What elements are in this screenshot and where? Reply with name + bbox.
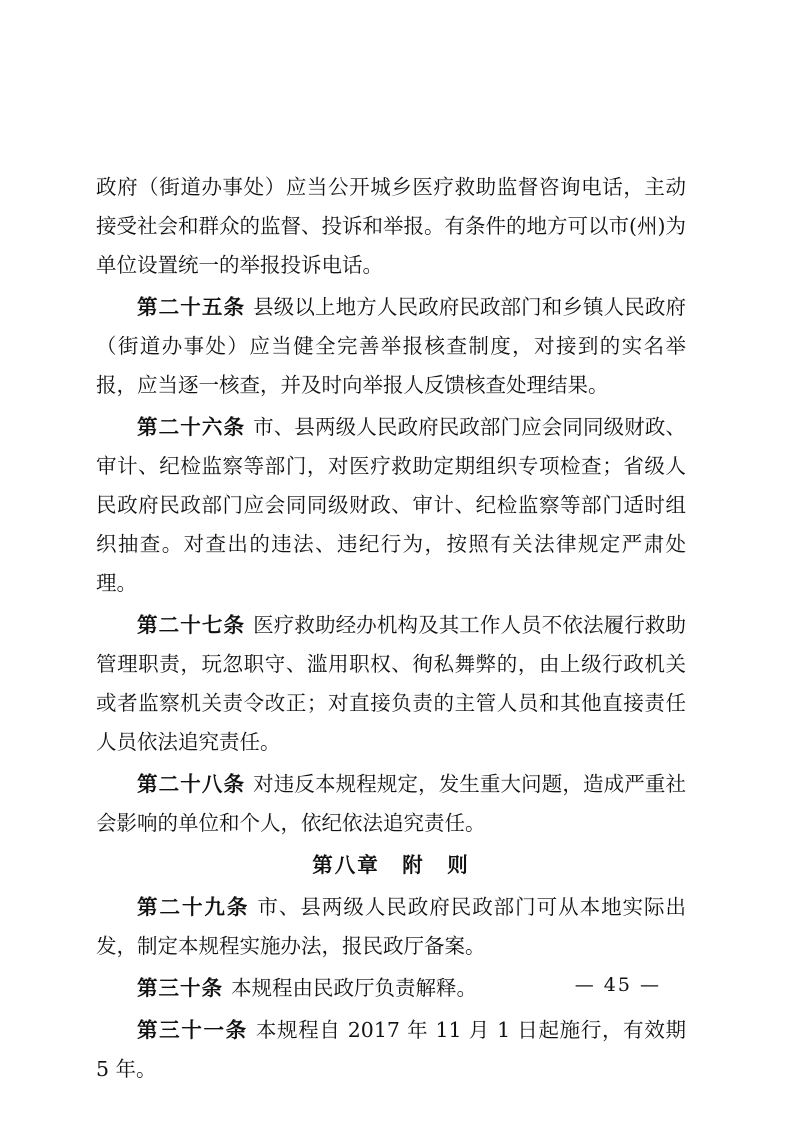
article-27 — [96, 606, 686, 762]
article-number: 第二十五条 — [137, 295, 246, 319]
article-number: 第二十七条 — [137, 613, 246, 637]
chapter-heading: 第八章 附 则 — [312, 853, 470, 877]
body-text — [96, 168, 686, 1092]
article-number: 第三十一条 — [137, 1018, 248, 1042]
article-number: 第三十条 — [137, 976, 223, 1000]
article-text: 医疗救助经办机构及其工作人员不依法履行救助管理职责，玩忽职守、滥用职权、徇私舞弊的，由上级行政机关或者监察机关责令改正；对直接负责的主管人员和其他直接责任人员依法追究责任。 — [96, 613, 687, 754]
article-text: 县级以上地方人民政府民政部门和乡镇人民政府（街道办事处）应当健全完善举报核查制度，对接到的实名举报，应当逐一核查，并及时向举报人反馈核查处理结果。 — [96, 295, 687, 397]
paragraph-text: 政府（街道办事处）应当公开城乡医疗救助监督咨询电话，主动接受社会和群众的监督、投诉和举报。有条件的地方可以市(州)为单位设置统一的举报投诉电话。 — [96, 175, 686, 277]
article-text: 本规程由民政厅负责解释。 — [231, 976, 477, 1000]
article-25 — [96, 288, 686, 405]
article-number: 第二十六条 — [137, 415, 246, 439]
article-text: 对违反本规程规定，发生重大问题，造成严重社会影响的单位和个人，依纪依法追究责任。 — [96, 772, 687, 835]
article-text: 市、县两级人民政府民政部门应会同同级财政、审计、纪检监察等部门，对医疗救助定期组织专项检查；省级人民政府民政部门应会同同级财政、审计、纪检监察等部门适时组织抽查。对查出的违法、违纪行为，按照有关法律规定严肃处理。 — [96, 415, 687, 595]
article-text: 市、县两级人民政府民政部门可从本地实际出发，制定本规程实施办法，报民政厅备案。 — [96, 895, 687, 958]
article-text: 本规程自 2017 年 11 月 1 日起施行，有效期 5 年。 — [96, 1018, 686, 1081]
article-29 — [96, 888, 686, 966]
article-number: 第二十八条 — [137, 772, 246, 796]
article-31 — [96, 1011, 686, 1089]
article-26 — [96, 408, 686, 603]
article-28 — [96, 765, 686, 843]
page-number: — 45 — — [574, 974, 661, 996]
article-number: 第二十九条 — [137, 895, 250, 919]
paragraph-continuation — [96, 168, 686, 285]
